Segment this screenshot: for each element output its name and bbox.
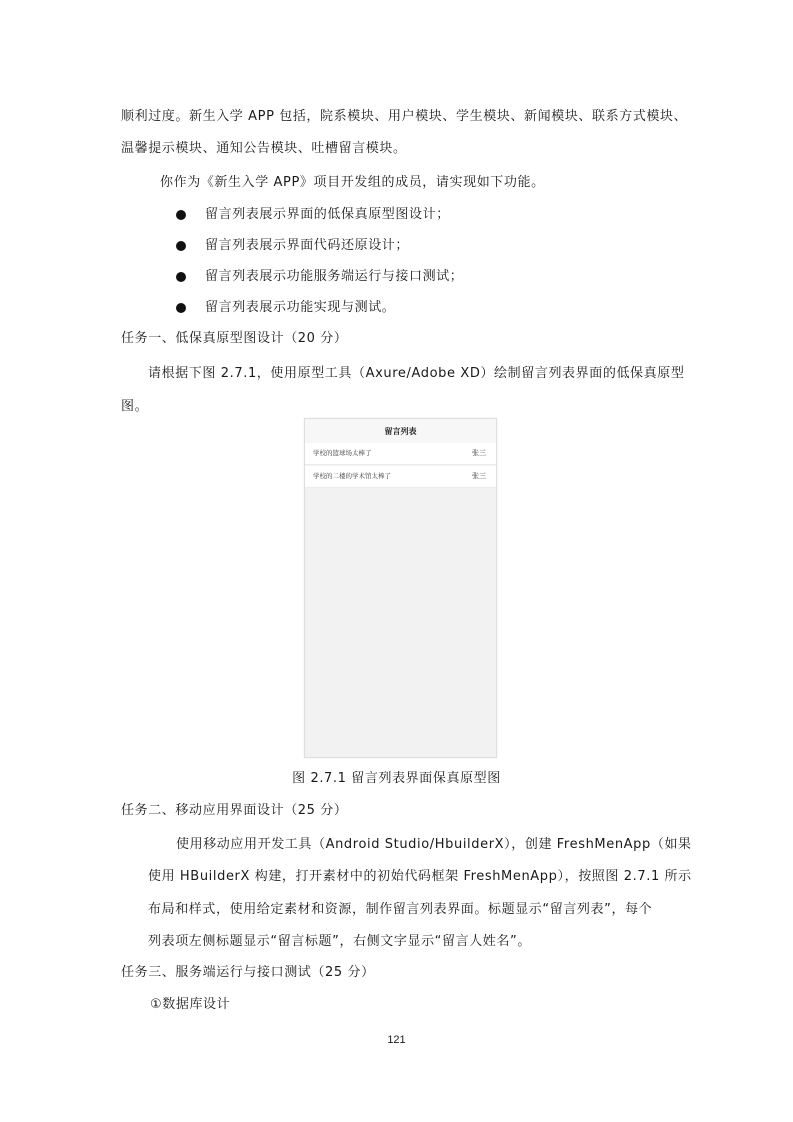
paragraph-line: 布局和样式，使用给定素材和资源，制作留言列表界面。标题显示“留言列表”，每个 bbox=[148, 902, 653, 917]
task3-heading: 任务三、服务端运行与接口测试（25 分） bbox=[121, 965, 375, 980]
bullet-icon bbox=[176, 210, 186, 220]
list-item bbox=[305, 443, 496, 465]
paragraph-line: 图。 bbox=[121, 399, 149, 414]
paragraph-line: 温馨提示模块、通知公告模块、吐槽留言模块。 bbox=[121, 141, 407, 156]
bullet-item: 留言列表展示界面的低保真原型图设计； bbox=[205, 207, 450, 222]
bullet-icon bbox=[176, 303, 186, 313]
bullet-item: 留言列表展示界面代码还原设计； bbox=[205, 238, 410, 253]
subsection-heading: ①数据库设计 bbox=[150, 997, 231, 1012]
list-item-name: 张三 bbox=[472, 472, 486, 480]
list-item-name: 张三 bbox=[472, 449, 486, 457]
bullet-icon bbox=[176, 272, 186, 282]
paragraph-line: 请根据下图 2.7.1，使用原型工具（Axure/Adobe XD）绘制留言列表界面的低保真原型 bbox=[148, 366, 685, 381]
list-item-title: 学校的二楼的学术馆太棒了 bbox=[313, 472, 391, 480]
bullet-icon bbox=[176, 241, 186, 251]
page-number: 121 bbox=[387, 1034, 406, 1046]
paragraph-line: 使用 HBuilderX 构建，打开素材中的初始代码框架 FreshMenApp），按照图 2.7.1 所示 bbox=[148, 869, 692, 884]
list-item bbox=[305, 466, 496, 488]
paragraph-line: 顺利过度。新生入学 APP 包括，院系模块、用户模块、学生模块、新闻模块、联系方式模块、 bbox=[121, 109, 688, 124]
task1-heading: 任务一、低保真原型图设计（20 分） bbox=[121, 331, 348, 346]
paragraph-line: 列表项左侧标题显示“留言标题”，右侧文字显示“留言人姓名”。 bbox=[148, 934, 531, 949]
mockup-title: 留言列表 bbox=[305, 419, 496, 443]
paragraph-line: 你作为《新生入学 APP》项目开发组的成员，请实现如下功能。 bbox=[160, 175, 545, 190]
bullet-item: 留言列表展示功能实现与测试。 bbox=[205, 300, 396, 315]
figure-caption: 图 2.7.1 留言列表界面保真原型图 bbox=[292, 771, 501, 786]
paragraph-line: 使用移动应用开发工具（Android Studio/HbuilderX），创建 FreshMenApp（如果 bbox=[176, 837, 692, 852]
prototype-mockup bbox=[304, 418, 497, 758]
list-item-title: 学校的篮球场太棒了 bbox=[313, 449, 372, 457]
bullet-item: 留言列表展示功能服务端运行与接口测试； bbox=[205, 269, 464, 284]
task2-heading: 任务二、移动应用界面设计（25 分） bbox=[121, 803, 348, 818]
